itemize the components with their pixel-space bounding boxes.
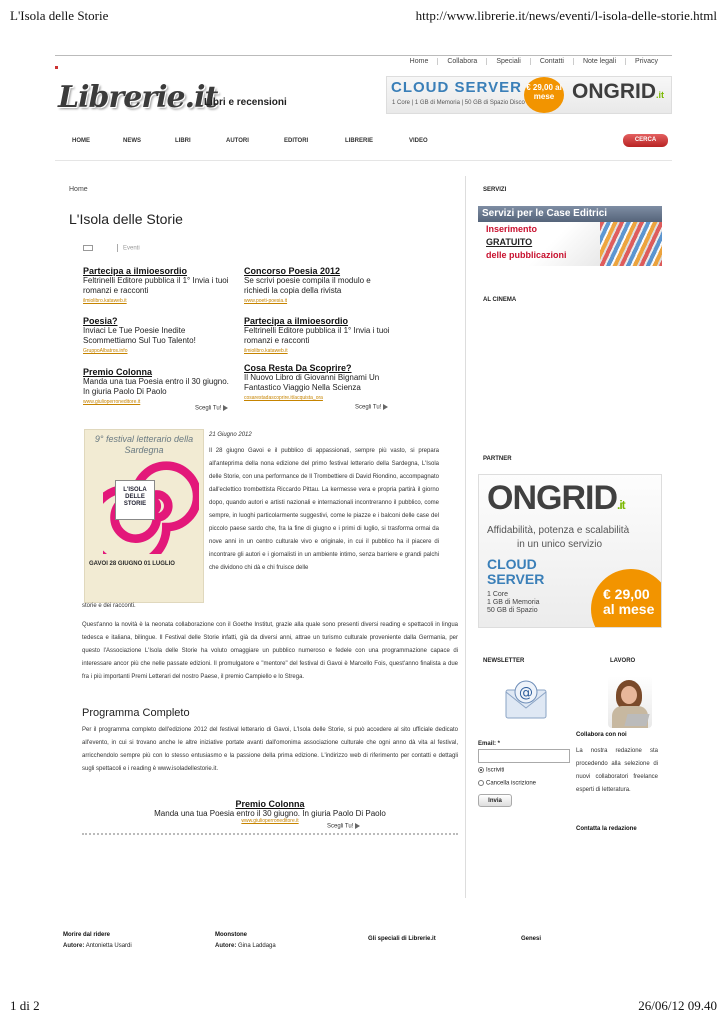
poster-dates: GAVOI 28 GIUGNO 01 LUGLIO [89, 561, 175, 567]
print-url: http://www.librerie.it/news/eventi/l-isola-delle-storie.html [415, 8, 717, 23]
photo-face [621, 686, 637, 704]
servizi-banner-line: delle pubblicazioni [486, 250, 567, 260]
article-date: 21 Giugno 2012 [209, 432, 252, 438]
email-label: Email: * [478, 741, 501, 747]
ad-title[interactable]: Partecipa a ilmioesordio [83, 266, 188, 276]
nav-home[interactable]: HOME [72, 138, 90, 144]
bottom-ad-title[interactable]: Premio Colonna [235, 799, 305, 809]
nav-editori[interactable]: EDITORI [284, 138, 309, 144]
svg-text:@: @ [519, 685, 533, 701]
banner-brand-suffix: .it [656, 90, 664, 100]
top-divider [55, 55, 672, 56]
footer-title[interactable]: Morire dal ridere [63, 932, 111, 938]
bottom-ad[interactable] [82, 799, 458, 824]
nav-autori[interactable]: AUTORI [226, 138, 249, 144]
unsubscribe-label: Cancella iscrizione [486, 780, 537, 787]
author-name: Gina Laddaga [238, 943, 276, 949]
partner-tagline: Affidabilità, potenza e scalabilità [487, 525, 630, 536]
banner-brand-name: ONGRID [572, 80, 656, 103]
collabora-text: La nostra redazione sta procedendo alla selezione di nuovi collaboratori freelance esperti di letteratura. [576, 748, 658, 793]
ad-url[interactable]: cosarestadascoprire.it/acquista_ora [244, 395, 323, 401]
logo-text: Librerie.it [58, 80, 218, 115]
festival-poster [84, 429, 204, 603]
play-icon [223, 405, 228, 411]
poster-title: 9° festival letterario della Sardegna [94, 434, 194, 455]
nav-libri[interactable]: LIBRI [175, 138, 191, 144]
partner-spec: 1 GB di Memoria [487, 599, 540, 606]
bottom-ad-desc: Manda una tua Poesia entro il 30 giugno. In giuria Paolo Di Paolo [154, 809, 386, 818]
ad-desc: Inviaci Le Tue Poesie Inedite Scommettiamo Sul Tuo Talento! [83, 326, 196, 345]
search-button[interactable]: CERCA [623, 134, 668, 147]
partner-brand-name: ONGRID [487, 479, 617, 517]
photo-laptop [624, 714, 649, 726]
choose-ad-label: Scegli Tu! [195, 405, 222, 412]
ad-item[interactable] [83, 316, 233, 356]
article-paragraph-1: Il 28 giugno Gavoi e il pubblico di appassionati, sempre più vasto, si prepara all'anteprima della nona edizione del primo festival letterario della Sardegna, L'Isola delle Storie, con una performance de Il Trombettiere di David Riondino, accompagnato dall'eclettico trombettista Riccardo Pittau. La kermesse vera e propria partirà il giorno dopo, quando autori e artisti nazionali e internazionali incontreranno il pubblico, come sempre, in luoghi particolarmente suggestivi, come le piazze e i balconi delle case del piccolo paese sardo che, fra la fine di giugno e i primi di luglio, si trasforma ormai da nove anni in un centro culturale vivo e originale, in cui il pubblico ha il piacere di incontrare gli autori e i giornalisti in un ambiente intimo, senza barriere e grandi palchi che dividono chi dà e chi fruisce delle [209, 448, 439, 571]
newsletter-envelope-icon [502, 676, 550, 724]
partner-price-period: al mese [603, 601, 655, 617]
partner-cloud-1: CLOUD [487, 556, 537, 572]
ad-url[interactable]: ilmiolibro.kataweb.it [244, 348, 288, 354]
nav-divider [55, 160, 672, 161]
ad-item[interactable] [83, 367, 233, 407]
banner-price-badge: € 29,00 al mese [524, 77, 564, 113]
main-navigation [72, 138, 672, 148]
ad-title[interactable]: Partecipa a ilmioesordio [244, 316, 349, 326]
ad-url[interactable]: www.giulioperroneditore.it [83, 399, 141, 405]
tools-separator [117, 244, 118, 252]
footer-item[interactable] [215, 932, 276, 949]
partner-tagline-2: in un unico servizio [517, 539, 603, 550]
topnav-note-legali[interactable]: Note legali [574, 58, 626, 65]
section-heading: Programma Completo [82, 707, 190, 719]
nav-news[interactable]: NEWS [123, 138, 141, 144]
ad-title[interactable]: Premio Colonna [83, 367, 153, 377]
partner-spec: 50 GB di Spazio [487, 607, 538, 614]
author-label: Autore: [215, 943, 237, 949]
partner-spec: 1 Core [487, 591, 509, 598]
poster-logo: L'ISOLA DELLE STORIE [115, 480, 155, 520]
footer-author [215, 943, 276, 949]
partner-price-badge [591, 569, 662, 628]
author-name: Antonietta Usardi [85, 943, 132, 949]
article-paragraph-1-tail: storie e dei racconti. [82, 603, 136, 609]
radio-icon[interactable] [478, 780, 484, 786]
partner-specs [487, 591, 540, 615]
servizi-banner-header: Servizi per le Case Editrici [478, 206, 662, 222]
unsubscribe-option[interactable] [478, 780, 536, 787]
ad-title[interactable]: Cosa Resta Da Scoprire? [244, 363, 352, 373]
ad-title[interactable]: Poesia? [83, 316, 118, 326]
newsletter-label: NEWSLETTER [483, 658, 525, 664]
choose-ad-label: Scegli Tu! [355, 404, 382, 411]
ad-item[interactable] [244, 316, 394, 356]
footer-item[interactable] [368, 936, 436, 942]
print-header [10, 8, 717, 24]
banner-title: CLOUD SERVER [391, 79, 522, 96]
main-content [63, 176, 466, 898]
submit-button[interactable]: Invia [478, 794, 512, 807]
partner-brand-suffix: .it [617, 498, 625, 512]
footer-item[interactable] [521, 936, 541, 942]
al-cinema-label: AL CINEMA [483, 297, 517, 303]
ad-item[interactable] [83, 266, 233, 306]
author-label: Autore: [63, 943, 85, 949]
email-field[interactable] [478, 749, 570, 763]
breadcrumb[interactable]: Home [69, 186, 88, 193]
partner-cloud [487, 557, 544, 587]
choose-ad-link[interactable] [355, 404, 388, 411]
print-footer [10, 998, 717, 1014]
footer [63, 932, 673, 962]
page-title: L'Isola delle Storie [69, 211, 183, 227]
partner-brand [487, 479, 625, 518]
footer-title[interactable]: Moonstone [215, 932, 247, 938]
banner-brand [572, 80, 664, 104]
play-icon [383, 404, 388, 410]
dotted-divider [82, 833, 458, 835]
choose-ad-link[interactable] [195, 405, 228, 412]
play-icon [355, 823, 360, 829]
partner-cloud-2: SERVER [487, 571, 545, 587]
site-tagline: Libri e recensioni [204, 97, 287, 108]
site-logo[interactable] [58, 80, 218, 115]
servizi-banner[interactable] [478, 206, 662, 266]
ad-title[interactable]: Concorso Poesia 2012 [244, 266, 341, 276]
article-paragraph-3: Per il programma completo dell'edizione 2012 del festival letterario di Gavoi, L'Isola delle Storie, si può accedere al sito ufficiale dedicato all'evento, in cui si trovano anche le altre iniziative portate avanti dall'omonima associazione culturale che ogni anno dà vita al festival, arricchendolo sempre più con lo stesso entusiasmo e la passione della prima edizione. L'indirizzo web di riferimento per contatti e dettagli sugli spettacoli e i reading è www.isoladellestorie.it. [82, 727, 458, 772]
choose-ad-link[interactable] [327, 823, 360, 830]
bottom-ad-url[interactable]: www.giulioperroneditore.it [241, 818, 299, 824]
footer-item[interactable] [63, 932, 132, 949]
ad-desc: Feltrinelli Editore pubblica il 1° Invia i tuoi romanzi e racconti [244, 326, 390, 345]
partner-banner[interactable] [478, 474, 662, 628]
topnav-privacy[interactable]: Privacy [635, 58, 658, 65]
print-title: L'Isola delle Storie [10, 8, 109, 23]
ad-desc: Se scrivi poesie compila il modulo e richiedi la copia della rivista [244, 276, 371, 295]
email-icon[interactable] [83, 245, 93, 251]
partner-label: PARTNER [483, 456, 512, 462]
article-tools [83, 244, 140, 252]
lavoro-label: LAVORO [610, 658, 636, 664]
top-navigation [401, 58, 667, 65]
topnav-collabora[interactable]: Collabora [438, 58, 487, 65]
servizi-banner-line: GRATUITO [486, 237, 533, 247]
ad-url[interactable]: ilmiolibro.kataweb.it [83, 298, 127, 304]
books-graphic [600, 222, 662, 266]
radio-icon[interactable] [478, 767, 484, 773]
print-datetime: 26/06/12 09.40 [638, 998, 717, 1013]
topnav-speciali[interactable]: Speciali [487, 58, 531, 65]
partner-price: € 29,00 [603, 586, 650, 602]
topnav-home[interactable]: Home [401, 58, 439, 65]
banner-specs: 1 Core | 1 GB di Memoria | 50 GB di Spazio Disco [392, 100, 525, 106]
footer-title[interactable]: Genesi [521, 936, 542, 942]
topnav-contatti[interactable]: Contatti [531, 58, 574, 65]
cloud-server-banner[interactable] [386, 76, 672, 114]
ad-desc: Il Nuovo Libro di Giovanni Bignami Un Fantastico Viaggio Nella Scienza [244, 373, 380, 392]
collaborator-photo [608, 676, 652, 728]
choose-ad-label: Scegli Tu! [327, 823, 354, 830]
servizi-label: SERVIZI [483, 187, 507, 193]
subscribe-option[interactable] [478, 767, 504, 774]
category-label[interactable]: Eventi [123, 245, 140, 252]
ad-desc: Manda una tua Poesia entro il 30 giugno. In giuria Paolo Di Paolo [83, 377, 229, 396]
accent-dot [55, 66, 58, 69]
nav-librerie[interactable]: LIBRERIE [345, 138, 374, 144]
poster-fineprint [89, 571, 199, 593]
ad-url[interactable]: GruppoAlbatros.info [83, 348, 128, 354]
subscribe-label: Iscriviti [486, 767, 505, 774]
article-paragraph-2: Quest'anno la novità è la neonata collaborazione con il Goethe Institut, grazie alla quale sono presenti diversi reading e spettacoli in lingua tedesca e italiana, bilingue. Il Festival delle Storie infatti, già da diversi anni, attrae un turismo culturale proveniente dalla Germania, per questo l'Associazione L'Isola delle Storie ha voluto omaggiare un pubblico numeroso e fedele con una programmazione capace di interessare ancor più che nelle passate edizioni. Il promulgatore e "mentore" del festival di Gavoi è Marcello Fois, quest'anno finalista a due fra i più importanti Premi Letterari del nostro Paese, il premio Campiello e lo Strega. [82, 622, 458, 680]
nav-video[interactable]: VIDEO [409, 138, 428, 144]
ad-url[interactable]: www.poeti-poesia.it [244, 298, 288, 304]
page-number: 1 di 2 [10, 998, 40, 1013]
contact-editors-link[interactable]: Contatta la redazione [576, 826, 637, 832]
ad-item[interactable] [244, 266, 394, 306]
ad-item[interactable] [244, 363, 394, 403]
footer-author [63, 943, 132, 949]
collabora-title: Collabora con noi [576, 732, 627, 738]
servizi-banner-line: Inserimento [486, 224, 538, 234]
ad-desc: Feltrinelli Editore pubblica il 1° Invia i tuoi romanzi e racconti [83, 276, 229, 295]
footer-title[interactable]: Gli speciali di Librerie.it [368, 936, 436, 942]
